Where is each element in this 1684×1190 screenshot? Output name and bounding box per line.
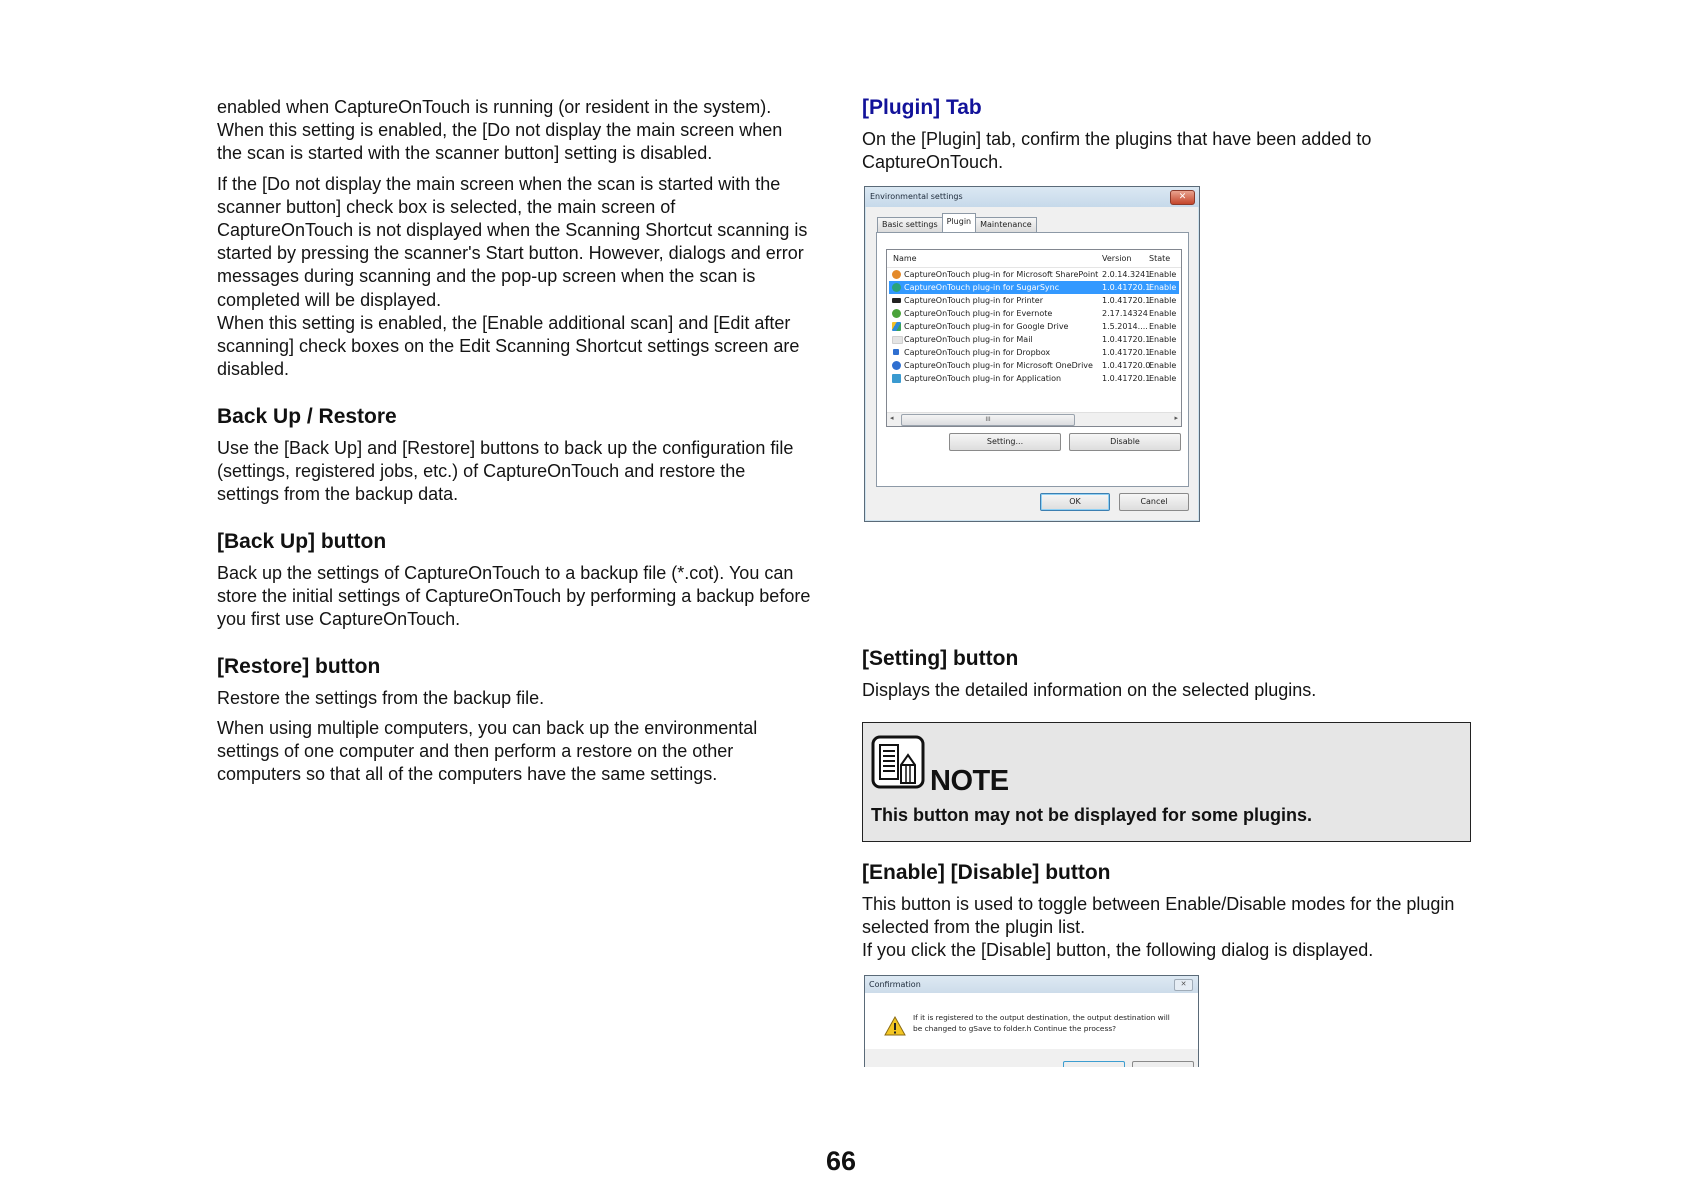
tab-plugin[interactable]: Plugin — [942, 213, 977, 232]
disable-button[interactable]: Disable — [1069, 433, 1181, 451]
scroll-right-arrow-icon[interactable]: ▸ — [1174, 414, 1178, 422]
confirmation-dialog — [864, 975, 1199, 1067]
evernote-icon — [892, 309, 901, 318]
note-label: NOTE — [930, 765, 1009, 797]
plugin-tab-paragraph: On the [Plugin] tab, confirm the plugins that have been added to CaptureOnTouch. — [862, 129, 1372, 173]
note-icon — [871, 735, 925, 789]
backup-button-heading: [Back Up] button — [217, 530, 387, 553]
enable-disable-paragraph: This button is used to toggle between Enable/Disable modes for the plugin selected from the plugin list. If you click the [Disable] button, the following dialog is displayed. — [862, 894, 1455, 961]
backup-restore-paragraph: Use the [Back Up] and [Restore] buttons to back up the configuration file (settings, registered jobs, etc.) of CaptureOnTouch and restore the settings from the backup data. — [217, 438, 794, 505]
plugin-tab-heading: [Plugin] Tab — [862, 96, 982, 119]
setting-button[interactable]: Setting... — [949, 433, 1061, 451]
plugin-row[interactable]: CaptureOnTouch plug-in for Evernote 2.17.14324 Enable — [889, 307, 1179, 320]
plugin-row[interactable]: CaptureOnTouch plug-in for Microsoft SharePoint 2.0.14.3241 Enable — [889, 268, 1179, 281]
printer-icon — [892, 298, 901, 303]
plugin-row[interactable]: CaptureOnTouch plug-in for Mail 1.0.41720.1 Enable — [889, 333, 1179, 346]
onedrive-icon — [892, 361, 901, 370]
enable-disable-heading: [Enable] [Disable] button — [862, 861, 1111, 884]
restore-paragraph: When using multiple computers, you can back up the environmental settings of one computer and then perform a restore on the other computers so that all of the computers have the same settings. — [217, 718, 758, 785]
horizontal-scrollbar[interactable] — [887, 412, 1181, 426]
cancel-button[interactable]: Cancel — [1119, 493, 1189, 511]
scroll-left-arrow-icon[interactable]: ◂ — [890, 414, 894, 422]
dropbox-icon — [893, 349, 899, 355]
plugin-row-selected[interactable]: CaptureOnTouch plug-in for SugarSync 1.0.41720.1 Enable — [889, 281, 1179, 294]
setting-button-paragraph: Displays the detailed information on the selected plugins. — [862, 680, 1317, 700]
backup-restore-heading: Back Up / Restore — [217, 405, 397, 428]
plugin-list[interactable] — [886, 249, 1182, 427]
plugin-row[interactable]: CaptureOnTouch plug-in for Google Drive 1.5.2014.... Enable — [889, 320, 1179, 333]
restore-line: Restore the settings from the backup file. — [217, 688, 545, 708]
confirmation-title-bar — [865, 976, 1198, 993]
no-button[interactable] — [1132, 1061, 1194, 1067]
plugin-list-header — [887, 250, 1181, 268]
google-drive-icon — [892, 322, 901, 331]
setting-button-heading: [Setting] button — [862, 647, 1019, 670]
yes-button[interactable] — [1063, 1061, 1125, 1067]
dialog-title-bar — [865, 187, 1199, 207]
ok-button[interactable]: OK — [1040, 493, 1110, 511]
tab-basic-settings[interactable]: Basic settings — [877, 217, 943, 232]
intro-paragraph: enabled when CaptureOnTouch is running (or resident in the system). When this setting is enabled, the [Do not display the main screen when the scan is started with the scanner button] setting is disabled. — [217, 97, 783, 164]
application-icon — [892, 374, 901, 383]
warning-icon — [884, 1016, 906, 1036]
tab-strip — [877, 214, 1036, 232]
column-header-state[interactable]: State — [1149, 254, 1171, 263]
plugin-row[interactable]: CaptureOnTouch plug-in for Application 1.0.41720.1 Enable — [889, 372, 1179, 385]
tab-maintenance[interactable]: Maintenance — [975, 217, 1037, 232]
scrollbar-thumb[interactable]: III — [901, 414, 1075, 426]
page-number: 66 — [826, 1146, 857, 1176]
note-box — [862, 722, 1471, 842]
mail-icon — [892, 336, 903, 344]
restore-button-heading: [Restore] button — [217, 655, 381, 678]
note-text: This button may not be displayed for some plugins. — [871, 805, 1313, 825]
backup-button-paragraph: Back up the settings of CaptureOnTouch to a backup file (*.cot). You can store the initial settings of CaptureOnTouch by performing a backup before you first use CaptureOnTouch. — [217, 563, 811, 630]
scanner-button-paragraph: If the [Do not display the main screen when the scan is started with the scanner button] check box is selected, the main screen of CaptureOnTouch is not displayed when the Scanning Shortcut scanning is started by pressing the scanner's Start button. However, dialogs and error messages during scanning and the pop-up screen when the scan is completed will be displayed. When this setting is enabled, the [Enable additional scan] and [Edit after scanning] check boxes on the Edit Scanning Shortcut settings screen are disabled. — [217, 173, 808, 380]
column-header-version[interactable]: Version — [1102, 254, 1132, 263]
dialog-title: Environmental settings — [870, 192, 963, 201]
confirmation-message: If it is registered to the output destination, the output destination will be changed to gSave to folder.h Continue the process? — [913, 1013, 1170, 1033]
plugin-row[interactable]: CaptureOnTouch plug-in for Printer 1.0.41720.1 Enable — [889, 294, 1179, 307]
close-icon[interactable]: ✕ — [1174, 979, 1193, 991]
left-column — [217, 96, 837, 381]
plugin-row[interactable]: CaptureOnTouch plug-in for Dropbox 1.0.41720.1 Enable — [889, 346, 1179, 359]
close-icon[interactable]: ✕ — [1170, 190, 1195, 205]
confirmation-title: Confirmation — [869, 980, 921, 989]
environmental-settings-dialog — [864, 186, 1200, 522]
sharepoint-icon — [892, 270, 901, 279]
plugin-row[interactable]: CaptureOnTouch plug-in for Microsoft OneDrive 1.0.41720.0 Enable — [889, 359, 1179, 372]
column-header-name[interactable]: Name — [893, 254, 917, 263]
sugarsync-icon — [892, 283, 901, 292]
plugin-tab-panel — [876, 232, 1189, 487]
